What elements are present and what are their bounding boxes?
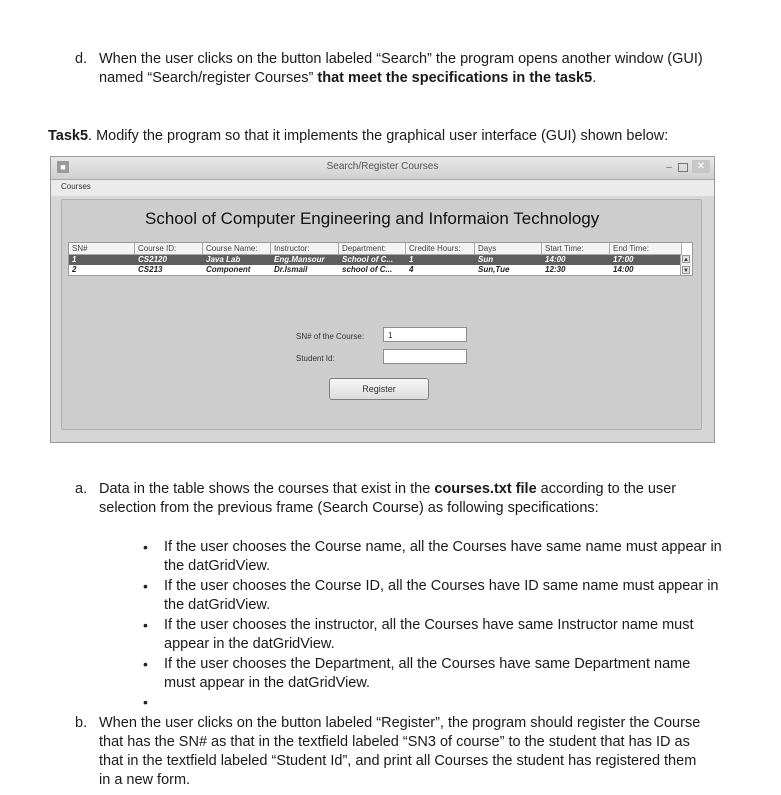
item-d-line2 — [99, 69, 596, 88]
cell-end-time: 14:00 — [613, 265, 634, 274]
bullet-2-line1: If the user chooses the Course ID, all the Courses have ID same name must appear in — [164, 578, 719, 594]
column-header[interactable]: Department: — [339, 243, 406, 255]
bullet-3-line2: appear in the datGridView. — [164, 636, 335, 652]
table-scrollbar[interactable] — [680, 255, 691, 275]
task5-text: . Modify the program so that it implements the graphical user interface (GUI) shown below: — [88, 128, 669, 144]
bullet-marker: • — [143, 578, 148, 594]
bullet-1-line2: the datGridView. — [164, 558, 271, 574]
school-title: School of Computer Engineering and Informaion Technology — [145, 209, 600, 228]
cell-course-name: Component — [206, 265, 251, 274]
gui-window — [50, 156, 715, 443]
item-d-marker: d. — [75, 51, 88, 67]
table-row[interactable] — [69, 255, 680, 265]
item-a-marker: a. — [75, 481, 88, 497]
item-b-line4: in a new form. — [99, 772, 191, 788]
task5-heading — [48, 127, 668, 146]
bullet-marker: • — [143, 694, 148, 710]
cell-days: Sun,Tue — [478, 265, 510, 274]
column-header[interactable]: Instructor: — [271, 243, 339, 255]
menu-courses[interactable]: Courses — [61, 182, 91, 191]
register-button[interactable]: Register — [329, 378, 429, 400]
item-a-line1-end: according to the user — [536, 481, 677, 497]
item-b-line3: that in the textfield labeled “Student Id”, and print all Courses the student has registered them — [99, 753, 697, 769]
cell-department: school of C... — [342, 265, 393, 274]
cell-department: School of C... — [342, 255, 394, 264]
column-header[interactable]: End Time: — [610, 243, 682, 255]
java-app-icon: ■ — [57, 161, 69, 173]
content-panel — [61, 199, 702, 430]
cell-course-id: CS2120 — [138, 255, 167, 264]
task5-label: Task5 — [48, 128, 89, 144]
column-header[interactable]: Course ID: — [135, 243, 203, 255]
bullet-3-line1: If the user chooses the instructor, all the Courses have same Instructor name must — [164, 617, 694, 633]
student-id-label: Student Id: — [296, 354, 335, 363]
column-header[interactable]: Credite Hours: — [406, 243, 475, 255]
sn-input[interactable]: 1 — [383, 327, 467, 342]
cell-instructor: Dr.Ismail — [274, 265, 308, 274]
bullet-2-line2: the datGridView. — [164, 597, 271, 613]
cell-days: Sun — [478, 255, 494, 264]
window-title: Search/Register Courses — [326, 161, 439, 172]
cell-start-time: 12:30 — [545, 265, 566, 274]
scroll-up-icon[interactable]: ▲ — [683, 257, 689, 263]
item-d-line2-bold: that meet the specifications in the task5 — [317, 70, 593, 86]
bullet-1-line1: If the user chooses the Course name, all the Courses have same name must appear in — [164, 539, 722, 555]
cell-course-name: Java Lab — [206, 255, 241, 264]
column-header[interactable]: Course Name: — [203, 243, 271, 255]
bullet-marker: • — [143, 539, 148, 555]
bullet-4-line2: must appear in the datGridView. — [164, 675, 371, 691]
bullet-marker: • — [143, 656, 148, 672]
cell-sn: 2 — [72, 265, 77, 274]
bullet-marker: • — [143, 617, 148, 633]
item-b-line2: that has the SN# as that in the textfield labeled “SN3 of course” to the student that has ID as — [99, 734, 690, 750]
courses-table — [68, 242, 693, 276]
item-a-line2: selection from the previous frame (Search Course) as following specifications: — [99, 500, 599, 516]
bullet-4-line1: If the user chooses the Department, all the Courses have same Department name — [164, 656, 691, 672]
item-a-line1-bold: courses.txt file — [434, 481, 537, 497]
menu-bar — [51, 180, 714, 196]
window-titlebar — [51, 157, 714, 180]
cell-credit-hours: 4 — [409, 265, 414, 274]
cell-credit-hours: 1 — [409, 255, 414, 264]
minimize-icon[interactable]: – — [666, 162, 672, 173]
cell-instructor: Eng.Mansour — [274, 255, 325, 264]
item-b-line1: When the user clicks on the button labeled “Register”, the program should register the Course — [99, 715, 701, 731]
scroll-down-icon[interactable]: ▼ — [683, 268, 689, 274]
item-d-line2-plain: named “Search/register Courses” — [99, 70, 318, 86]
maximize-icon[interactable] — [678, 163, 688, 172]
close-icon[interactable]: ✕ — [692, 160, 710, 173]
cell-start-time: 14:00 — [545, 255, 566, 264]
cell-end-time: 17:00 — [613, 255, 634, 264]
item-d-line1: When the user clicks on the button labeled “Search” the program opens another window (GUI) — [99, 51, 703, 67]
item-d-line2-end: . — [592, 70, 597, 86]
column-header[interactable]: Start Time: — [542, 243, 610, 255]
cell-sn: 1 — [72, 255, 77, 264]
sn-label: SN# of the Course: — [296, 332, 365, 341]
column-header[interactable]: Days — [475, 243, 542, 255]
student-id-input[interactable] — [383, 349, 467, 364]
cell-course-id: CS213 — [138, 265, 163, 274]
column-header[interactable]: SN# — [69, 243, 135, 255]
item-a-line1-plain: Data in the table shows the courses that exist in the — [99, 481, 435, 497]
table-row[interactable] — [69, 265, 680, 275]
item-b-marker: b. — [75, 715, 88, 731]
item-a-line1 — [99, 480, 676, 499]
